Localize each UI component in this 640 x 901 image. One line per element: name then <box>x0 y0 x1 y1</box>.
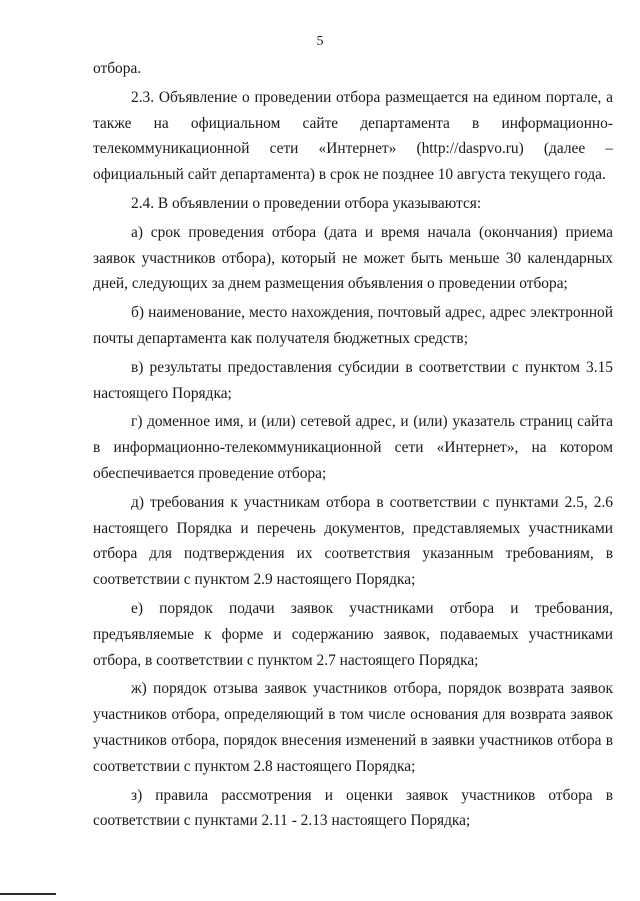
list-item-e: е) порядок подачи заявок участниками отбора и требования, предъявляемые к форме и содержанию заявок, подаваемых участниками отбора, в соответствии с пунктом 2.7 настоящего Порядка; <box>93 599 613 669</box>
list-item-d: д) требования к участникам отбора в соответствии с пунктами 2.5, 2.6 настоящего Порядка и перечень документов, представляемых участниками отбора для подтверждения их соответствия указанным требованиям, в соответствии с пунктом 2.9 настоящего Порядка; <box>93 493 613 589</box>
document-body <box>93 56 613 834</box>
list-item-a: а) срок проведения отбора (дата и время начала (окончания) приема заявок участников отбора), который не может быть меньше 30 календарных дней, следующих за днем размещения объявления о проведении отбора; <box>93 223 613 293</box>
list-item-g: г) доменное имя, и (или) сетевой адрес, и (или) указатель страниц сайта в информационно-телекоммуникационной сети «Интернет», на котором обеспечивается проведение отбора; <box>93 413 613 482</box>
paragraph-2-4: 2.4. В объявлении о проведении отбора указываются: <box>131 194 482 212</box>
list-item-z: з) правила рассмотрения и оценки заявок участников отбора в соответствии с пунктами 2.11 - 2.13 настоящего Порядка; <box>93 786 613 830</box>
list-item-v: в) результаты предоставления субсидии в соответствии с пунктом 3.15 настоящего Порядка; <box>93 358 613 402</box>
paragraph-2-3: 2.3. Объявление о проведении отбора размещается на едином портале, а также на официальном сайте департамента в информационно-телекоммуникационной сети «Интернет» (http://daspvo.ru) (далее – официальный сайт департамента) в срок не позднее 10 августа текущего года. <box>93 88 613 184</box>
page-number: 5 <box>316 34 324 49</box>
list-item-zh: ж) порядок отзыва заявок участников отбора, порядок возврата заявок участников отбора, определяющий в том числе основания для возврата заявок участников отбора, порядок внесения изменений в заявки участников отбора в соответствии с пунктом 2.8 настоящего Порядка; <box>93 680 613 775</box>
list-item-b: б) наименование, место нахождения, почтовый адрес, адрес электронной почты департамента как получателя бюджетных средств; <box>93 304 613 347</box>
scan-edge-line <box>0 893 56 895</box>
paragraph-continuation: отбора. <box>93 60 142 77</box>
